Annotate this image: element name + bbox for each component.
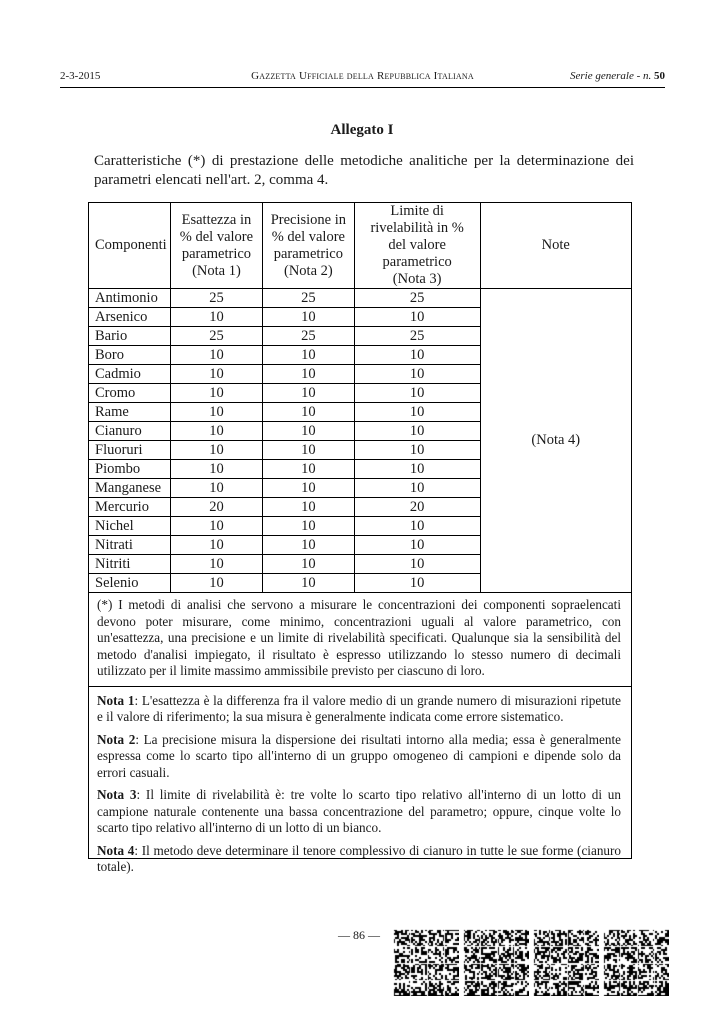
header-line: parametrico [273,245,343,262]
cell-precisione: 10 [262,346,354,365]
datamatrix-code [603,929,669,996]
nota-label: Nota 3 [97,787,137,802]
cell-precisione: 10 [262,460,354,479]
cell-limite: 25 [354,327,480,346]
header-line: Precisione in [270,211,346,228]
header-line: Limite di [390,203,444,219]
nota-4 [97,843,621,876]
cell-limite: 10 [354,441,480,460]
cell-limite: 25 [354,289,480,308]
cell-esattezza: 10 [170,308,262,327]
cell-name: Antimonio [89,289,171,308]
cell-precisione: 10 [262,365,354,384]
cell-precisione: 10 [262,498,354,517]
datamatrix-code [393,929,459,996]
cell-limite: 10 [354,308,480,327]
cell-name: Manganese [89,479,171,498]
header-line: % del valore [271,228,345,245]
cell-note: (Nota 4) [480,289,631,593]
datamatrix-code [533,929,599,996]
cell-name: Nitriti [89,555,171,574]
cell-precisione: 10 [262,403,354,422]
nota-text: : La precisione misura la dispersione dei risultati intorno alla media; essa è generalmente espressa come lo scarto tipo all'interno di un gruppo omogeneo di campioni e dipende solo da errori casuali. [97,731,621,780]
nota-label: Nota 1 [97,692,135,708]
page-number: — 86 — [338,928,380,942]
nota-label: Nota 4 [97,842,135,858]
header-series [570,70,665,82]
cell-precisione: 25 [262,327,354,346]
header-line: rivelabilità in % [370,220,464,236]
nota-text: : Il limite di rivelabilità è: tre volte lo scarto tipo relativo all'interno di un lotto di un campione naturale contenente una bassa concentrazione del parametro; oppure, cinque volte lo scarto tipo relativo all'interno di un lotto di un bianco. [97,787,621,835]
cell-name: Nichel [89,517,171,536]
header-date: 2-3-2015 [60,70,101,82]
cell-precisione: 10 [262,555,354,574]
col-header-componenti: Componenti [89,203,171,289]
cell-esattezza: 10 [170,422,262,441]
cell-limite: 10 [354,384,480,403]
intro-paragraph: Caratteristiche (*) di prestazione delle metodiche analitiche per la determinazione dei parametri elencati nell'art. 2, comma 4. [94,153,634,188]
cell-esattezza: 20 [170,498,262,517]
cell-name: Nitrati [89,536,171,555]
cell-name: Mercurio [89,498,171,517]
cell-limite: 10 [354,346,480,365]
cell-precisione: 10 [262,384,354,403]
header-line: (Nota 2) [283,262,333,279]
header-line: parametrico [382,254,452,270]
nota-2 [97,732,621,782]
cell-name: Cianuro [89,422,171,441]
cell-esattezza: 10 [170,479,262,498]
page-header [60,70,665,86]
cell-name: Boro [89,346,171,365]
cell-esattezza: 10 [170,555,262,574]
header-series-number: 50 [654,70,665,82]
cell-precisione: 10 [262,536,354,555]
cell-name: Rame [89,403,171,422]
cell-limite: 10 [354,403,480,422]
table-header-row [89,203,632,289]
header-line: Esattezza in [181,211,252,228]
cell-limite: 10 [354,422,480,441]
cell-limite: 10 [354,517,480,536]
cell-limite: 10 [354,574,480,593]
cell-esattezza: 10 [170,403,262,422]
col-header-precisione [262,203,354,289]
notes-box [88,589,632,874]
methods-note: (*) I metodi di analisi che servono a misurare le concentrazioni dei componenti sopraelencati devono poter misurare, come minimo, concentrazioni uguali al valore parametrico, con un'esattezza, una precisione e un limite di rivelabilità specificati. Qualunque sia la sensibilità del metodo d'analisi impiegato, il risultato è espresso utilizzando lo stesso numero di decimali utilizzato per il limite massimo ammissibile previsto per ciascuno di loro. [89,597,631,687]
header-line: % del valore [179,228,254,245]
cell-limite: 10 [354,479,480,498]
nota-text: : Il metodo deve determinare il tenore complessivo di cianuro in tutte le sue forme (cianuro totale). [97,842,621,874]
table-body [89,289,632,593]
cell-esattezza: 10 [170,460,262,479]
cell-esattezza: 10 [170,384,262,403]
cell-name: Cadmio [89,365,171,384]
cell-precisione: 10 [262,517,354,536]
header-series-prefix: Serie generale - n. [570,70,652,82]
cell-esattezza: 10 [170,441,262,460]
table-row [89,289,632,308]
cell-limite: 10 [354,555,480,574]
nota-1 [97,693,621,726]
nota-label: Nota 2 [97,731,136,747]
cell-esattezza: 10 [170,536,262,555]
cell-esattezza: 25 [170,327,262,346]
header-journal-title: Gazzetta Ufficiale della Repubblica Italiana [251,70,474,82]
cell-name: Cromo [89,384,171,403]
col-header-esattezza [170,203,262,289]
cell-limite: 20 [354,498,480,517]
datamatrix-code [463,929,529,996]
header-line: (Nota 1) [192,262,241,279]
cell-precisione: 10 [262,574,354,593]
cell-name: Piombo [89,460,171,479]
parameters-table [88,202,632,593]
nota-3 [97,787,621,837]
cell-precisione: 25 [262,289,354,308]
nota-text: : L'esattezza è la differenza fra il valore medio di un grande numero di misurazioni ripetute e il valore di riferimento; la sua misura è generalmente indicata come errore sistematico. [97,692,621,724]
col-header-limite [354,203,480,289]
page-title: Allegato I [330,122,394,138]
cell-limite: 10 [354,460,480,479]
cell-limite: 10 [354,365,480,384]
header-line: del valore [388,237,446,253]
cell-esattezza: 10 [170,517,262,536]
cell-precisione: 10 [262,422,354,441]
cell-name: Fluoruri [89,441,171,460]
cell-name: Arsenico [89,308,171,327]
cell-esattezza: 10 [170,574,262,593]
cell-precisione: 10 [262,479,354,498]
cell-esattezza: 10 [170,365,262,384]
cell-esattezza: 25 [170,289,262,308]
cell-precisione: 10 [262,308,354,327]
header-line: parametrico [181,245,252,262]
cell-precisione: 10 [262,441,354,460]
cell-name: Bario [89,327,171,346]
header-line: (Nota 3) [392,271,442,287]
col-header-note: Note [480,203,631,289]
cell-limite: 10 [354,536,480,555]
cell-name: Selenio [89,574,171,593]
cell-esattezza: 10 [170,346,262,365]
header-rule [60,87,665,88]
